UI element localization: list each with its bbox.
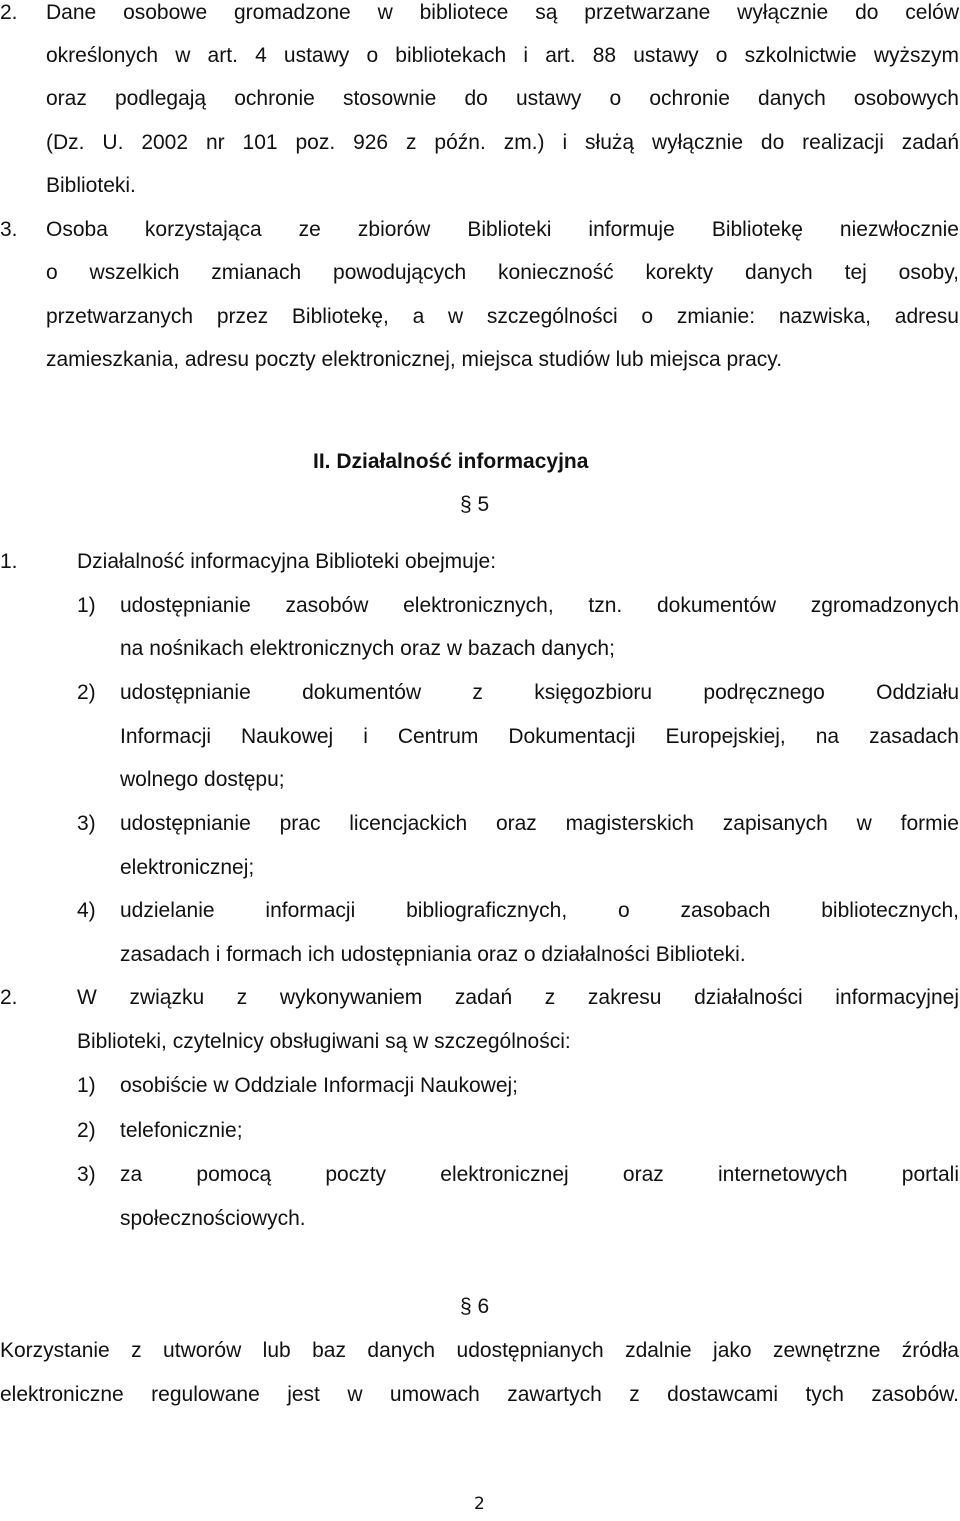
chapter-title: II. Działalność informacyjna <box>313 450 589 473</box>
channel-1-line-1: osobiście w Oddziale Informacji Naukowej; <box>120 1074 519 1097</box>
item-2-line-5: Biblioteki. <box>46 174 136 197</box>
subitem-number: 3) <box>77 1163 96 1186</box>
subitem-number: 3) <box>77 812 96 835</box>
subitem-2-line-1: udostępnianie dokumentów z księgozbioru podręcznego Oddziału <box>120 681 959 704</box>
channel-2-line-1: telefonicznie; <box>120 1119 243 1142</box>
item-number: 2. <box>0 986 18 1009</box>
item-3-line-1-text: Osoba korzystająca ze zbiorów Biblioteki informuje Bibliotekę niezwłocznie <box>46 218 959 241</box>
subitem-number: 2) <box>77 1119 96 1142</box>
channel-3-line-2: społecznościowych. <box>120 1207 306 1230</box>
item-3-line-1 <box>46 217 959 243</box>
subitem-2-line-2: Informacji Naukowej i Centrum Dokumentacji Europejskiej, na zasadach <box>120 725 959 748</box>
item-2-line-4: (Dz. U. 2002 nr 101 poz. 926 z późn. zm.) i służą wyłącznie do realizacji zadań <box>46 131 959 154</box>
subitem-1-line-1: udostępnianie zasobów elektronicznych, tzn. dokumentów zgromadzonych <box>120 594 959 617</box>
subitem-3-line-1: udostępnianie prac licencjackich oraz magisterskich zapisanych w formie <box>120 812 959 835</box>
subitem-4-line-2: zasadach i formach ich udostępniania oraz o działalności Biblioteki. <box>120 943 746 966</box>
subitem-3-line-2: elektronicznej; <box>120 856 255 879</box>
item-3-line-2: o wszelkich zmianach powodujących konieczność korekty danych tej osoby, <box>46 261 959 284</box>
item-3-line-4: zamieszkania, adresu poczty elektronicznej, miejsca studiów lub miejsca pracy. <box>46 348 783 371</box>
item-1-intro: Działalność informacyjna Biblioteki obejmuje: <box>77 550 497 573</box>
subitem-number: 2) <box>77 681 96 704</box>
item-2-line-1: Dane osobowe gromadzone w bibliotece są przetwarzane wyłącznie do celów <box>46 1 959 24</box>
item-2-intro-line-2: Biblioteki, czytelnicy obsługiwani są w szczególności: <box>77 1030 571 1053</box>
subitem-number: 1) <box>77 1074 96 1097</box>
item-number: 1. <box>0 550 18 573</box>
subitem-2-line-3: wolnego dostępu; <box>120 768 285 791</box>
item-number: 3. <box>0 218 18 241</box>
section-6-line-2: elektroniczne regulowane jest w umowach zawartych z dostawcami tych zasobów. <box>0 1383 959 1406</box>
paragraph-mark-6: § 6 <box>460 1295 490 1318</box>
page-number: 2 <box>474 1494 485 1514</box>
subitem-number: 4) <box>77 899 96 922</box>
item-number: 2. <box>0 1 18 24</box>
item-2-line-2: określonych w art. 4 ustawy o bibliotekach i art. 88 ustawy o szkolnictwie wyższym <box>46 44 959 67</box>
subitem-number: 1) <box>77 594 96 617</box>
item-2-intro-line-1: W związku z wykonywaniem zadań z zakresu działalności informacyjnej <box>77 986 959 1009</box>
subitem-4-line-1: udzielanie informacji bibliograficznych, o zasobach bibliotecznych, <box>120 899 959 922</box>
paragraph-mark-5: § 5 <box>460 493 490 516</box>
subitem-1-line-2: na nośnikach elektronicznych oraz w bazach danych; <box>120 637 615 660</box>
channel-3-line-1: za pomocą poczty elektronicznej oraz internetowych portali <box>120 1163 959 1186</box>
section-6-line-1: Korzystanie z utworów lub baz danych udostępnianych zdalnie jako zewnętrzne źródła <box>0 1339 959 1362</box>
item-2-line-3: oraz podlegają ochronie stosownie do ustawy o ochronie danych osobowych <box>46 87 959 110</box>
item-3-line-3: przetwarzanych przez Bibliotekę, a w szczególności o zmianie: nazwiska, adresu <box>46 305 959 328</box>
